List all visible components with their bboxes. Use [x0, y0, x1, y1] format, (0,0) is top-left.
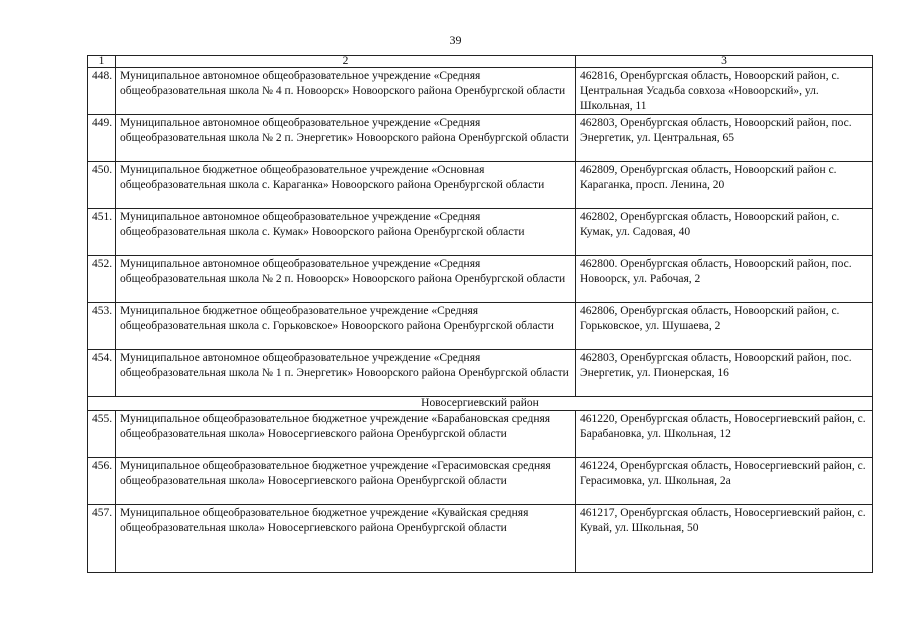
school-name: Муниципальное бюджетное общеобразовательное учреждение «Средняя общеобразовательная школа с. Горьковское» Новоорского района Оренбургской области: [116, 303, 576, 350]
table-row: [88, 350, 873, 397]
section-row: [88, 397, 873, 411]
school-address: 462802, Оренбургская область, Новоорский район, с. Кумак, ул. Садовая, 40: [576, 209, 873, 256]
school-name: Муниципальное автономное общеобразовательное учреждение «Средняя общеобразовательная школа № 4 п. Новоорск» Новоорского района Оренбургской области: [116, 68, 576, 115]
school-address: 462809, Оренбургская область, Новоорский район с. Караганка, просп. Ленина, 20: [576, 162, 873, 209]
school-address: 461220, Оренбургская область, Новосергиевский район, с. Барабановка, ул. Школьная, 12: [576, 411, 873, 458]
table-header-row: [88, 56, 873, 68]
row-number: 453.: [88, 303, 116, 350]
column-header-number: 1: [88, 56, 116, 68]
row-number: 449.: [88, 115, 116, 162]
row-number: 454.: [88, 350, 116, 397]
table-row: [88, 458, 873, 505]
school-address: 462816, Оренбургская область, Новоорский район, с. Центральная Усадьба совхоза «Новоорский», ул. Школьная, 11: [576, 68, 873, 115]
table-row: [88, 505, 873, 573]
school-name: Муниципальное автономное общеобразовательное учреждение «Средняя общеобразовательная школа № 2 п. Энергетик» Новоорского района Оренбургской области: [116, 115, 576, 162]
school-name: Муниципальное автономное общеобразовательное учреждение «Средняя общеобразовательная школа № 1 п. Энергетик» Новоорского района Оренбургской области: [116, 350, 576, 397]
table-row: [88, 411, 873, 458]
school-name: Муниципальное автономное общеобразовательное учреждение «Средняя общеобразовательная школа с. Кумак» Новоорского района Оренбургской области: [116, 209, 576, 256]
row-number: 456.: [88, 458, 116, 505]
school-address: 461224, Оренбургская область, Новосергиевский район, с. Герасимовка, ул. Школьная, 2а: [576, 458, 873, 505]
school-name: Муниципальное общеобразовательное бюджетное учреждение «Герасимовская средняя общеобразовательная школа» Новосергиевского района Оренбургской области: [116, 458, 576, 505]
table-row: [88, 162, 873, 209]
page-number: 39: [449, 33, 462, 47]
table-row: [88, 256, 873, 303]
table-row: [88, 115, 873, 162]
school-address: 461217, Оренбургская область, Новосергиевский район, с. Кувай, ул. Школьная, 50: [576, 505, 873, 573]
row-number: 455.: [88, 411, 116, 458]
school-name: Муниципальное общеобразовательное бюджетное учреждение «Кувайская средняя общеобразовательная школа» Новосергиевского района Оренбургской области: [116, 505, 576, 573]
school-name: Муниципальное общеобразовательное бюджетное учреждение «Барабановская средняя общеобразовательная школа» Новосергиевского района Оренбургской области: [116, 411, 576, 458]
district-heading: Новосергиевский район: [88, 397, 873, 411]
school-address: 462803, Оренбургская область, Новоорский район, пос. Энергетик, ул. Центральная, 65: [576, 115, 873, 162]
table-row: [88, 68, 873, 115]
row-number: 450.: [88, 162, 116, 209]
table-row: [88, 303, 873, 350]
school-address: 462800. Оренбургская область, Новоорский район, пос. Новоорск, ул. Рабочая, 2: [576, 256, 873, 303]
row-number: 451.: [88, 209, 116, 256]
school-name: Муниципальное бюджетное общеобразовательное учреждение «Основная общеобразовательная школа с. Караганка» Новоорского района Оренбургской области: [116, 162, 576, 209]
school-address: 462803, Оренбургская область, Новоорский район, пос. Энергетик, ул. Пионерская, 16: [576, 350, 873, 397]
column-header-address: 3: [576, 56, 873, 68]
table-row: [88, 209, 873, 256]
school-name: Муниципальное автономное общеобразовательное учреждение «Средняя общеобразовательная школа № 2 п. Новоорск» Новоорского района Оренбургской области: [116, 256, 576, 303]
row-number: 457.: [88, 505, 116, 573]
schools-table: [87, 55, 873, 573]
column-header-name: 2: [116, 56, 576, 68]
school-address: 462806, Оренбургская область, Новоорский район, с. Горьковское, ул. Шушаева, 2: [576, 303, 873, 350]
row-number: 452.: [88, 256, 116, 303]
row-number: 448.: [88, 68, 116, 115]
